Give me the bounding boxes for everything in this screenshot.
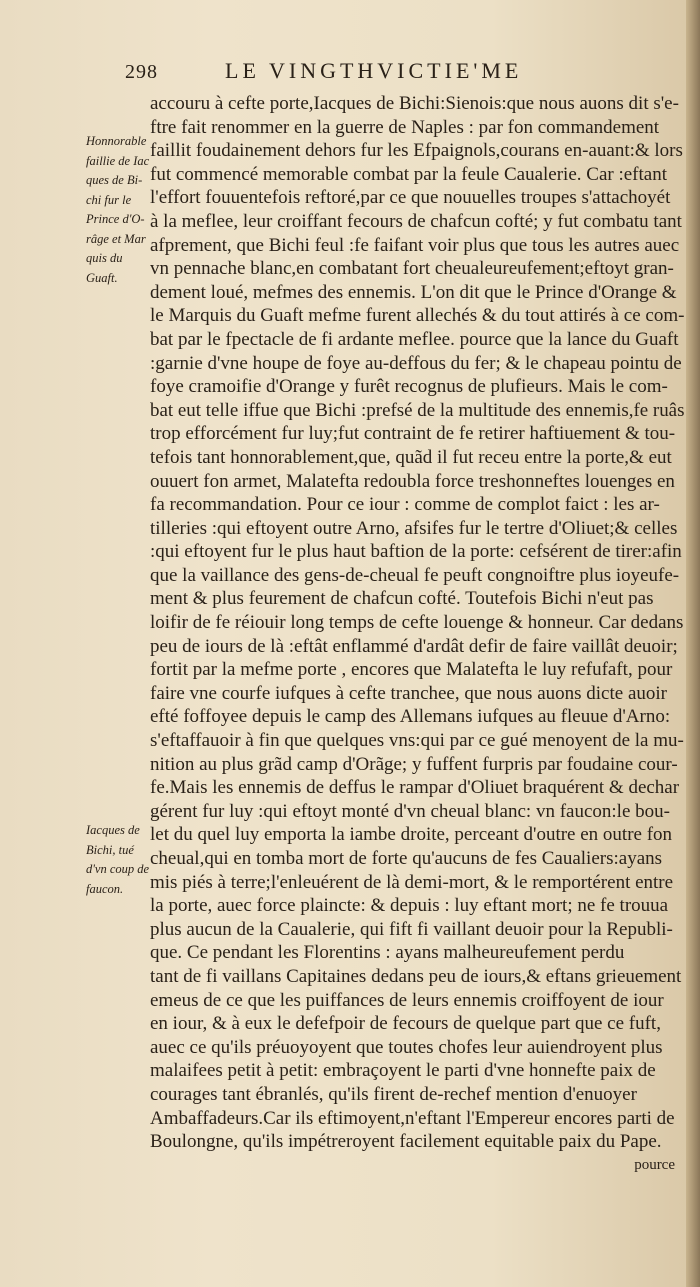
text-line: vn pennache blanc,en combatant fort cheualeureufement;eftoyt gran-	[150, 258, 674, 280]
text-line: faillit foudainement dehors fur les Efpaignols,courans en-auant:& lors	[150, 140, 683, 162]
margin-note-line: Bichi, tué	[86, 842, 134, 857]
margin-note-line: râge et Mar	[86, 231, 146, 246]
margin-note-line: faucon.	[86, 881, 124, 896]
text-line: en iour, & à eux le defefpoir de fecours de quelque part que ce fuft,	[150, 1013, 661, 1035]
margin-note-line: faillie de Iac	[86, 153, 150, 168]
margin-note-line: ques de Bi-	[86, 173, 143, 187]
page-number: 298	[125, 61, 158, 83]
text-line: foye cramoifie d'Orange y furêt recognus de plufieurs. Mais le com-	[150, 376, 668, 398]
text-line: fa recommandation. Pour ce iour : comme de complot faict : les ar-	[150, 494, 660, 516]
text-line: emeus de ce que les puiffances de leurs ennemis croiffoyent de iour	[150, 989, 664, 1011]
text-line: courages tant ébranlés, qu'ils firent de-rechef mention d'enuoyer	[150, 1083, 637, 1105]
page-gutter-shadow	[686, 0, 700, 1287]
text-line: bat eut telle iffue que Bichi :prefsé de la multitude des ennemis,fe ruâs	[150, 399, 685, 421]
text-line: malaifees petit à petit: embraçoyent le parti d'vne honnefte paix de	[150, 1060, 656, 1082]
text-line: ment & plus feurement de chafcun cofté. Toutefois Bichi n'eut pas	[150, 588, 654, 610]
text-line: tant de fi vaillans Capitaines dedans peu de iours,& eftans grieuement	[150, 965, 682, 987]
margin-note-line: chi fur le	[86, 192, 132, 207]
text-line: fortit par la mefme porte , encores que Malatefta le luy refufaft, pour	[150, 659, 673, 681]
page-header	[125, 58, 605, 86]
text-line: ouuert fon armet, Malatefta redoubla force treshonneftes louenges en	[150, 470, 675, 492]
margin-note-line: Iacques de	[86, 823, 140, 837]
text-line: que. Ce pendant les Florentins : ayans malheureufement perdu	[150, 942, 625, 964]
text-line: ftre fait renommer en la guerre de Naples : par fon commandement	[150, 116, 660, 138]
margin-note-line: Guaft.	[86, 270, 118, 285]
text-line: tefois tant honnorablement,que, quãd il fut receu entre la porte,& eut	[150, 446, 672, 468]
text-line: faire vne courfe iufques à cefte tranchee, que nous auons dicte auoir	[150, 682, 667, 704]
text-line: :qui eftoyent fur le plus haut baftion de la porte: cefsérent de tirer:afin	[150, 541, 682, 563]
text-line: peu de iours de là :eftât enflammé d'ardât defir de faire vaillât deuoir;	[150, 635, 678, 657]
margin-note-line: quis du	[86, 251, 123, 265]
text-line: mis piés à terre;l'enleuérent de là demi-mort, & le remportérent entre	[150, 871, 674, 893]
text-line: :garnie d'vne houpe de foye au-deffous du fer; & le chapeau pointu de	[150, 352, 682, 374]
text-line: dement loué, mefmes des ennemis. L'on dit que le Prince d'Orange &	[150, 281, 677, 303]
text-line: Boulongne, qu'ils impétreroyent facilement equitable paix du Pape.	[150, 1131, 662, 1153]
text-line: l'effort fouuentefois reftoré,par ce que nouuelles troupes s'attachoyét	[150, 187, 671, 209]
text-line: le Marquis du Guaft mefme furent allechés & du tout attirés à ce com-	[150, 305, 685, 327]
text-line: cheual,qui en tomba mort de forte qu'aucuns de fes Caualiers:ayans	[150, 848, 663, 869]
text-line: bat par le fpectacle de fi ardante meflee. pource que la lance du Guaft	[150, 328, 679, 350]
text-line: plus aucun de la Caualerie, qui fift fi vaillant deuoir pour la Republi-	[150, 918, 673, 940]
text-line: fut commencé memorable combat par la feule Caualerie. Car :eftant	[150, 163, 667, 185]
margin-note-line: Prince d'O-	[86, 212, 145, 226]
text-line: efté foffoyee depuis le camp des Allemans iufques au fleuue d'Arno:	[150, 706, 671, 728]
text-line: fe.Mais les ennemis de deffus le rampar d'Oliuet braquérent & dechar	[150, 777, 680, 799]
margin-note-line: Honnorable	[86, 134, 147, 148]
margin-note-iacques-tue	[86, 821, 150, 899]
text-line: loifir de fe réiouir long temps de cefte louenge & honneur. Car dedans	[150, 612, 684, 634]
margin-note-line: d'vn coup de	[86, 862, 150, 876]
text-line: trop efforcément fur luy;fut contraint de fe retirer haftiuement & tou-	[150, 423, 676, 445]
text-line: à la meflee, leur croiffant fecours de chafcun cofté; y fut combatu tant	[150, 210, 682, 232]
body-text	[150, 92, 685, 1177]
running-title: LE VINGTHVICTIE'ME	[225, 58, 523, 83]
text-line: que la vaillance des gens-de-cheual fe peuft congnoiftre plus ioyeufe-	[150, 564, 680, 586]
text-line: s'eftaffauoir à fin que quelques vns:qui par ce gué menoyent de la mu-	[150, 730, 684, 752]
text-line: nition au plus grãd camp d'Orãge; y fuffent furpris par foudaine cour-	[150, 753, 678, 775]
text-line: Ambaffadeurs.Car ils eftimoyent,n'eftant l'Empereur encores parti de	[150, 1107, 675, 1129]
text-line: let du quel luy emporta la iambe droite, perceant d'outre en outre fon	[150, 824, 673, 846]
text-line: auec ce qu'ils préuoyoyent que toutes chofes leur auiendroyent plus	[150, 1036, 663, 1058]
text-line: la porte, auec force plaincte: & depuis : luy eftant mort; ne fe trouua	[150, 895, 669, 917]
text-line: accouru à cefte porte,Iacques de Bichi:Sienois:que nous auons dit s'e-	[150, 93, 679, 114]
margin-note-honnorable-faillie	[86, 132, 150, 288]
catchword: pource	[634, 1156, 675, 1173]
text-line: tilleries :qui eftoyent outre Arno, afsifes fur le tertre d'Oliuet;& celles	[150, 517, 678, 539]
text-line: gérent fur luy :qui eftoyt monté d'vn cheual blanc: vn faucon:le bou-	[150, 800, 670, 822]
text-line: afprement, que Bichi feul :fe faifant voir plus que tous les autres auec	[150, 234, 680, 256]
